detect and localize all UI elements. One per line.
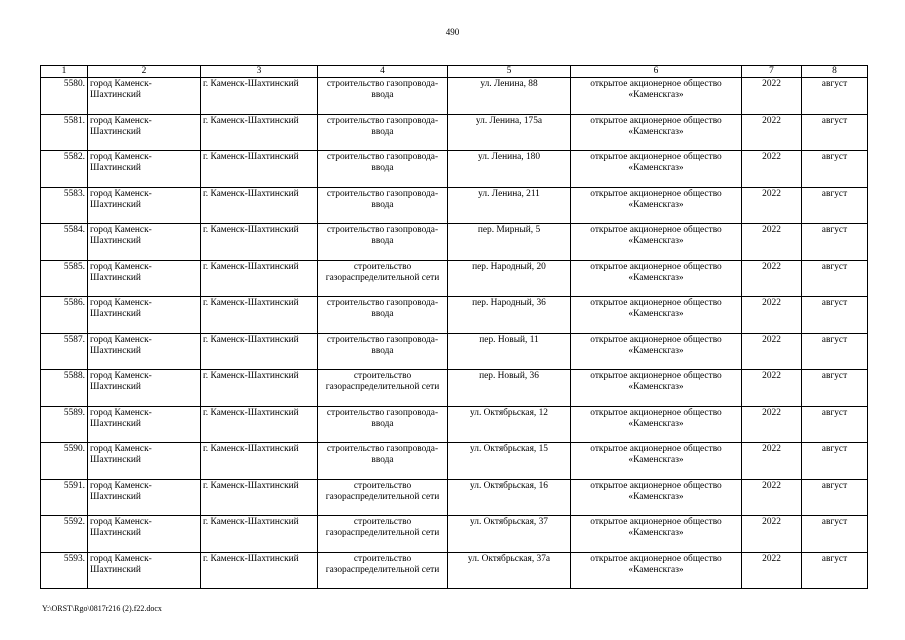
row-number-cell: 5585. xyxy=(41,260,88,297)
column-header-3: 3 xyxy=(201,66,318,78)
table-row xyxy=(41,224,868,261)
organization-cell: открытое акционерное общество «Каменскгаз» xyxy=(571,187,742,224)
municipality-cell: г. Каменск-Шахтинский xyxy=(201,187,318,224)
year-cell: 2022 xyxy=(742,479,802,516)
header-row xyxy=(41,66,868,78)
address-cell: пер. Новый, 11 xyxy=(448,333,571,370)
address-cell: ул. Ленина, 211 xyxy=(448,187,571,224)
month-cell: август xyxy=(802,443,868,480)
column-header-6: 6 xyxy=(571,66,742,78)
organization-cell: открытое акционерное общество «Каменскгаз» xyxy=(571,297,742,334)
organization-cell: открытое акционерное общество «Каменскгаз» xyxy=(571,370,742,407)
city-cell: город Каменск-Шахтинский xyxy=(88,151,201,188)
organization-cell: открытое акционерное общество «Каменскгаз» xyxy=(571,516,742,553)
table-row xyxy=(41,187,868,224)
footer-file-path: Y:\ORST\Rgo\0817r216 (2).f22.docx xyxy=(42,604,162,613)
work-type-cell: строительство газораспределительной сети xyxy=(318,479,448,516)
table-body xyxy=(41,78,868,589)
organization-cell: открытое акционерное общество «Каменскгаз» xyxy=(571,224,742,261)
city-cell: город Каменск-Шахтинский xyxy=(88,552,201,589)
table-row xyxy=(41,479,868,516)
month-cell: август xyxy=(802,187,868,224)
row-number-cell: 5587. xyxy=(41,333,88,370)
municipality-cell: г. Каменск-Шахтинский xyxy=(201,479,318,516)
month-cell: август xyxy=(802,78,868,115)
year-cell: 2022 xyxy=(742,151,802,188)
row-number-cell: 5588. xyxy=(41,370,88,407)
work-type-cell: строительство газораспределительной сети xyxy=(318,370,448,407)
document-table xyxy=(40,65,868,589)
row-number-cell: 5593. xyxy=(41,552,88,589)
row-number-cell: 5589. xyxy=(41,406,88,443)
city-cell: город Каменск-Шахтинский xyxy=(88,187,201,224)
column-header-4: 4 xyxy=(318,66,448,78)
organization-cell: открытое акционерное общество «Каменскгаз» xyxy=(571,78,742,115)
table-row xyxy=(41,370,868,407)
table-row xyxy=(41,516,868,553)
organization-cell: открытое акционерное общество «Каменскгаз» xyxy=(571,406,742,443)
year-cell: 2022 xyxy=(742,297,802,334)
address-cell: ул. Октябрьская, 16 xyxy=(448,479,571,516)
address-cell: ул. Октябрьская, 12 xyxy=(448,406,571,443)
month-cell: август xyxy=(802,333,868,370)
municipality-cell: г. Каменск-Шахтинский xyxy=(201,114,318,151)
column-header-7: 7 xyxy=(742,66,802,78)
organization-cell: открытое акционерное общество «Каменскгаз» xyxy=(571,443,742,480)
municipality-cell: г. Каменск-Шахтинский xyxy=(201,333,318,370)
month-cell: август xyxy=(802,552,868,589)
work-type-cell: строительство газопровода-ввода xyxy=(318,333,448,370)
page-number: 490 xyxy=(445,27,460,37)
row-number-cell: 5586. xyxy=(41,297,88,334)
work-type-cell: строительство газопровода-ввода xyxy=(318,406,448,443)
city-cell: город Каменск-Шахтинский xyxy=(88,333,201,370)
table-row xyxy=(41,333,868,370)
municipality-cell: г. Каменск-Шахтинский xyxy=(201,516,318,553)
address-cell: ул. Октябрьская, 15 xyxy=(448,443,571,480)
city-cell: город Каменск-Шахтинский xyxy=(88,479,201,516)
year-cell: 2022 xyxy=(742,516,802,553)
city-cell: город Каменск-Шахтинский xyxy=(88,297,201,334)
city-cell: город Каменск-Шахтинский xyxy=(88,516,201,553)
table-row xyxy=(41,443,868,480)
table-row xyxy=(41,552,868,589)
city-cell: город Каменск-Шахтинский xyxy=(88,370,201,407)
column-header-1: 1 xyxy=(41,66,88,78)
row-number-cell: 5592. xyxy=(41,516,88,553)
month-cell: август xyxy=(802,224,868,261)
municipality-cell: г. Каменск-Шахтинский xyxy=(201,443,318,480)
work-type-cell: строительство газопровода-ввода xyxy=(318,78,448,115)
row-number-cell: 5580. xyxy=(41,78,88,115)
column-header-8: 8 xyxy=(802,66,868,78)
year-cell: 2022 xyxy=(742,187,802,224)
month-cell: август xyxy=(802,114,868,151)
address-cell: ул. Ленина, 88 xyxy=(448,78,571,115)
address-cell: ул. Ленина, 175а xyxy=(448,114,571,151)
work-type-cell: строительство газораспределительной сети xyxy=(318,260,448,297)
city-cell: город Каменск-Шахтинский xyxy=(88,114,201,151)
month-cell: август xyxy=(802,297,868,334)
municipality-cell: г. Каменск-Шахтинский xyxy=(201,297,318,334)
organization-cell: открытое акционерное общество «Каменскгаз» xyxy=(571,333,742,370)
address-cell: ул. Ленина, 180 xyxy=(448,151,571,188)
city-cell: город Каменск-Шахтинский xyxy=(88,260,201,297)
year-cell: 2022 xyxy=(742,406,802,443)
organization-cell: открытое акционерное общество «Каменскгаз» xyxy=(571,479,742,516)
city-cell: город Каменск-Шахтинский xyxy=(88,78,201,115)
year-cell: 2022 xyxy=(742,78,802,115)
municipality-cell: г. Каменск-Шахтинский xyxy=(201,370,318,407)
row-number-cell: 5581. xyxy=(41,114,88,151)
table-row xyxy=(41,78,868,115)
municipality-cell: г. Каменск-Шахтинский xyxy=(201,406,318,443)
address-cell: пер. Новый, 36 xyxy=(448,370,571,407)
work-type-cell: строительство газопровода-ввода xyxy=(318,297,448,334)
month-cell: август xyxy=(802,151,868,188)
column-header-2: 2 xyxy=(88,66,201,78)
address-cell: ул. Октябрьская, 37а xyxy=(448,552,571,589)
month-cell: август xyxy=(802,370,868,407)
table-row xyxy=(41,297,868,334)
row-number-cell: 5591. xyxy=(41,479,88,516)
table-row xyxy=(41,406,868,443)
work-type-cell: строительство газораспределительной сети xyxy=(318,516,448,553)
municipality-cell: г. Каменск-Шахтинский xyxy=(201,151,318,188)
table-row xyxy=(41,260,868,297)
month-cell: август xyxy=(802,406,868,443)
municipality-cell: г. Каменск-Шахтинский xyxy=(201,224,318,261)
organization-cell: открытое акционерное общество «Каменскгаз» xyxy=(571,114,742,151)
year-cell: 2022 xyxy=(742,224,802,261)
year-cell: 2022 xyxy=(742,114,802,151)
year-cell: 2022 xyxy=(742,443,802,480)
work-type-cell: строительство газораспределительной сети xyxy=(318,552,448,589)
row-number-cell: 5583. xyxy=(41,187,88,224)
year-cell: 2022 xyxy=(742,370,802,407)
column-header-5: 5 xyxy=(448,66,571,78)
city-cell: город Каменск-Шахтинский xyxy=(88,443,201,480)
municipality-cell: г. Каменск-Шахтинский xyxy=(201,260,318,297)
address-cell: пер. Мирный, 5 xyxy=(448,224,571,261)
month-cell: август xyxy=(802,260,868,297)
year-cell: 2022 xyxy=(742,333,802,370)
organization-cell: открытое акционерное общество «Каменскгаз» xyxy=(571,151,742,188)
year-cell: 2022 xyxy=(742,260,802,297)
work-type-cell: строительство газопровода-ввода xyxy=(318,151,448,188)
row-number-cell: 5590. xyxy=(41,443,88,480)
municipality-cell: г. Каменск-Шахтинский xyxy=(201,78,318,115)
work-type-cell: строительство газопровода-ввода xyxy=(318,443,448,480)
table-header xyxy=(41,66,868,78)
organization-cell: открытое акционерное общество «Каменскгаз» xyxy=(571,260,742,297)
table-row xyxy=(41,114,868,151)
city-cell: город Каменск-Шахтинский xyxy=(88,224,201,261)
month-cell: август xyxy=(802,516,868,553)
work-type-cell: строительство газопровода-ввода xyxy=(318,224,448,261)
address-cell: пер. Народный, 20 xyxy=(448,260,571,297)
row-number-cell: 5584. xyxy=(41,224,88,261)
table-row xyxy=(41,151,868,188)
row-number-cell: 5582. xyxy=(41,151,88,188)
organization-cell: открытое акционерное общество «Каменскгаз» xyxy=(571,552,742,589)
work-type-cell: строительство газопровода-ввода xyxy=(318,114,448,151)
address-cell: ул. Октябрьская, 37 xyxy=(448,516,571,553)
address-cell: пер. Народный, 36 xyxy=(448,297,571,334)
work-type-cell: строительство газопровода-ввода xyxy=(318,187,448,224)
month-cell: август xyxy=(802,479,868,516)
city-cell: город Каменск-Шахтинский xyxy=(88,406,201,443)
municipality-cell: г. Каменск-Шахтинский xyxy=(201,552,318,589)
year-cell: 2022 xyxy=(742,552,802,589)
